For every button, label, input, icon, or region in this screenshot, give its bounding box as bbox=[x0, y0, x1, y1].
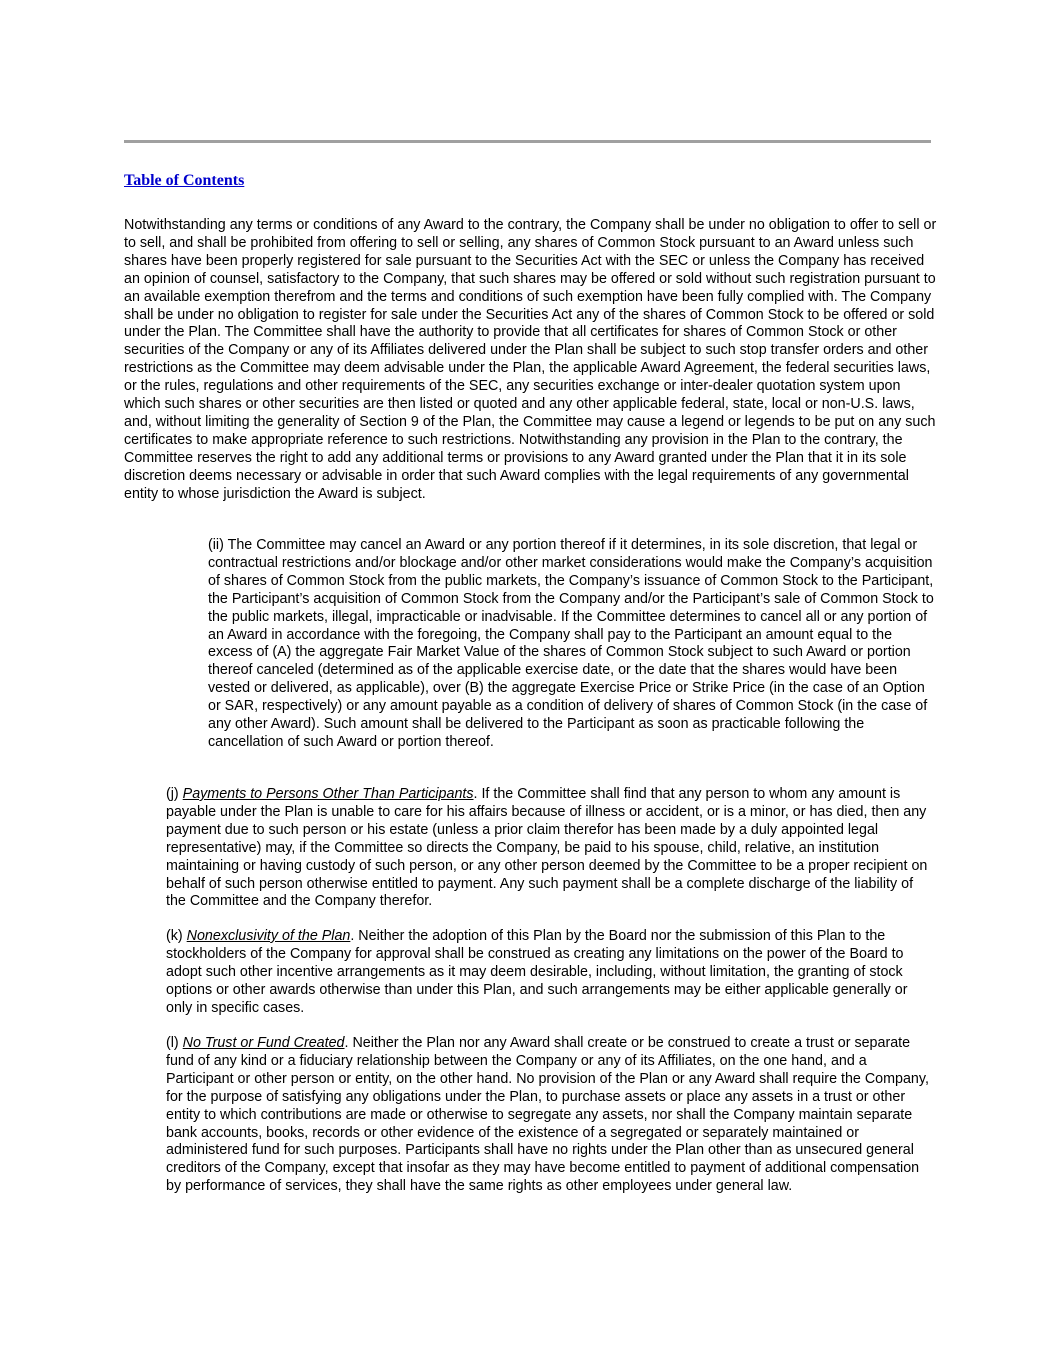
paragraph-l bbox=[166, 1035, 936, 1196]
paragraph-securities-compliance: Notwithstanding any terms or conditions of any Award to the contrary, the Company shall be under no obligation to offer to sell or to sell, and shall be prohibited from offering to sell or selling, any shares of Common Stock pursuant to an Award unless such shares have been properly registered for sale pursuant to the Securities Act with the SEC or unless the Company has received an opinion of counsel, satisfactory to the Company, that such shares may be offered or sold without such registration pursuant to an available exemption therefrom and the terms and conditions of such exemption have been fully complied with. The Company shall be under no obligation to register for sale under the Securities Act any of the shares of Common Stock to be offered or sold under the Plan. The Committee shall have the authority to provide that all certificates for shares of Common Stock or other securities of the Company or any of its Affiliates delivered under the Plan shall be subject to such stop transfer orders and other restrictions as the Committee may deem advisable under the Plan, the applicable Award Agreement, the federal securities laws, or the rules, regulations and other requirements of the SEC, any securities exchange or inter-dealer quotation system upon which such shares or other securities are then listed or quoted and any other applicable federal, state, local or non-U.S. laws, and, without limiting the generality of Section 9 of the Plan, the Committee may cause a legend or legends to be put on any such certificates to make appropriate reference to such restrictions. Notwithstanding any provision in the Plan to the contrary, the Committee reserves the right to add any additional terms or provisions to any Award granted under the Plan that it in its sole discretion deems necessary or advisable in order that such Award complies with the legal requirements of any governmental entity to whose jurisdiction the Award is subject. bbox=[124, 217, 937, 502]
paragraph-j-prefix: (j) bbox=[166, 786, 183, 802]
paragraph-k-heading: Nonexclusivity of the Plan bbox=[186, 928, 351, 944]
paragraph-l-body: . Neither the Plan nor any Award shall create or be construed to create a trust or separate fund of any kind or a fiduciary relationship between the Company or any of its Affiliates, on the one hand, and a Participant or other person or entity, on the other hand. No provision of the Plan or any Award shall require the Company, for the purpose of satisfying any obligations under the Plan, to purchase assets or place any assets in a trust or other entity to which contributions are made or otherwise to segregate any assets, nor shall the Company maintain separate bank accounts, books, records or other evidence of the existence of a segregated or separately maintained or administered fund for such purposes. Participants shall have no rights under the Plan other than as unsecured general creditors of the Company, except that insofar as they may have become entitled to payment of additional compensation by performance of services, they shall have the same rights as other employees under general law. bbox=[166, 1035, 929, 1195]
header-divider bbox=[124, 140, 931, 143]
paragraph-k-prefix: (k) bbox=[166, 928, 187, 944]
paragraph-ii-cancellation: (ii) The Committee may cancel an Award or any portion thereof if it determines, in its sole discretion, that legal or contractual restrictions and/or blockage and/or other market considerations would make the Company’s acquisition of shares of Common Stock from the public markets, the Company’s issuance of Common Stock to the Participant, the Participant’s acquisition of Common Stock from the Company and/or the Participant’s sale of Common Stock to the public markets, illegal, impracticable or inadvisable. If the Committee determines to cancel all or any portion of an Award in accordance with the foregoing, the Company shall pay to the Participant an amount equal to the excess of (A) the aggregate Fair Market Value of the shares of Common Stock subject to such Award or portion thereof canceled (determined as of the applicable exercise date, or the date that the shares would have been vested or delivered, as applicable), over (B) the aggregate Exercise Price or Strike Price (in the case of an Option or SAR, respectively) or any amount payable as a condition of delivery of shares of Common Stock (in the case of any other Award). Such amount shall be delivered to the Participant as soon as practicable following the cancellation of such Award or portion thereof. bbox=[208, 537, 934, 750]
paragraph-j bbox=[166, 786, 936, 911]
paragraph-l-heading: No Trust or Fund Created bbox=[182, 1035, 345, 1051]
paragraph-k-body: . Neither the adoption of this Plan by the Board nor the submission of this Plan to the stockholders of the Company for approval shall be construed as creating any limitations on the power of the Board to adopt such other incentive arrangements as it may deem desirable, including, without limitation, the granting of stock options or other awards otherwise than under this Plan, and such arrangements may be either applicable generally or only in specific cases. bbox=[166, 928, 908, 1016]
paragraph-k bbox=[166, 928, 936, 1018]
paragraph-j-body: . If the Committee shall find that any person to whom any amount is payable under the Plan is unable to care for his affairs because of illness or accident, or is a minor, or has died, then any payment due to such person or his estate (unless a prior claim therefor has been made by a duly appointed legal representative) may, if the Committee so directs the Company, be paid to his spouse, child, relative, an institution maintaining or having custody of such person, or any other person deemed by the Committee to be a proper recipient on behalf of such person otherwise entitled to payment. Any such payment shall be a complete discharge of the liability of the Committee and the Company therefor. bbox=[166, 786, 928, 910]
table-of-contents-link[interactable]: Table of Contents bbox=[124, 172, 245, 189]
paragraph-l-prefix: (l) bbox=[166, 1035, 183, 1051]
paragraph-j-heading: Payments to Persons Other Than Participants bbox=[182, 786, 474, 802]
